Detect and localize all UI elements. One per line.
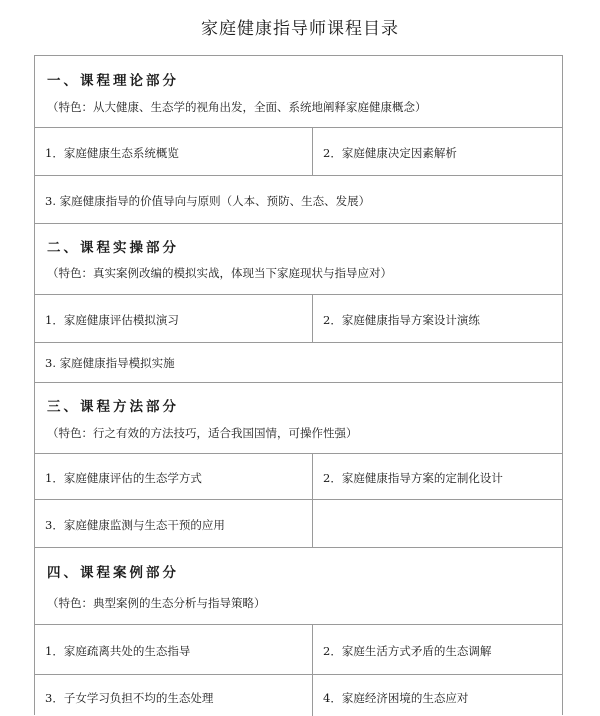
table-row bbox=[35, 454, 562, 500]
course-item: 1．家庭健康评估的生态学方式 bbox=[45, 471, 202, 485]
table-cell bbox=[35, 176, 562, 223]
table-cell bbox=[35, 343, 562, 382]
section-header-theory bbox=[35, 56, 562, 128]
table-row bbox=[35, 128, 562, 176]
table-cell bbox=[313, 454, 562, 499]
section-title: 三、课程方法部分 bbox=[47, 399, 179, 415]
section-note: （特色：从大健康、生态学的视角出发，全面、系统地阐释家庭健康概念） bbox=[47, 100, 427, 114]
table-row bbox=[35, 675, 562, 716]
table-cell bbox=[35, 500, 313, 547]
table-cell bbox=[313, 295, 562, 342]
section-header-methods bbox=[35, 383, 562, 454]
table-cell bbox=[35, 454, 313, 499]
section-title: 四、课程案例部分 bbox=[47, 565, 179, 581]
table-cell bbox=[35, 295, 313, 342]
section-note: （特色：真实案例改编的模拟实战，体现当下家庭现状与指导应对） bbox=[47, 266, 392, 280]
course-item: 4．家庭经济困境的生态应对 bbox=[323, 691, 469, 705]
table-cell bbox=[313, 675, 562, 716]
table-row bbox=[35, 343, 562, 383]
page-title: 家庭健康指导师课程目录 bbox=[201, 19, 399, 39]
table-row bbox=[35, 176, 562, 224]
course-item: 2．家庭生活方式矛盾的生态调解 bbox=[323, 644, 492, 658]
course-item: 1．家庭疏离共处的生态指导 bbox=[45, 644, 191, 658]
course-item: 3. 家庭健康指导的价值导向与原则（人本、预防、生态、发展） bbox=[45, 194, 371, 208]
course-item: 2．家庭健康决定因素解析 bbox=[323, 146, 457, 160]
section-note: （特色：行之有效的方法技巧，适合我国国情，可操作性强） bbox=[47, 426, 358, 440]
course-item: 1．家庭健康评估模拟演习 bbox=[45, 313, 179, 327]
table-cell bbox=[35, 128, 313, 175]
section-title: 二、课程实操部分 bbox=[47, 240, 179, 256]
section-title: 一、课程理论部分 bbox=[47, 73, 179, 89]
section-header-practice bbox=[35, 224, 562, 295]
table-cell bbox=[313, 625, 562, 674]
course-item: 3．家庭健康监测与生态干预的应用 bbox=[45, 518, 225, 532]
table-row bbox=[35, 625, 562, 675]
course-item: 1．家庭健康生态系统概览 bbox=[45, 146, 179, 160]
course-item: 2．家庭健康指导方案设计演练 bbox=[323, 313, 480, 327]
course-item: 3. 家庭健康指导模拟实施 bbox=[45, 356, 175, 370]
table-cell bbox=[313, 128, 562, 175]
table-cell bbox=[35, 625, 313, 674]
table-cell bbox=[35, 675, 313, 716]
section-note: （特色：典型案例的生态分析与指导策略） bbox=[47, 596, 266, 610]
course-item: 3．子女学习负担不均的生态处理 bbox=[45, 691, 214, 705]
table-row bbox=[35, 500, 562, 548]
table-cell bbox=[313, 500, 562, 547]
table-row bbox=[35, 295, 562, 343]
section-header-cases bbox=[35, 548, 562, 625]
course-item: 2．家庭健康指导方案的定制化设计 bbox=[323, 471, 503, 485]
course-catalog-table bbox=[34, 55, 563, 715]
